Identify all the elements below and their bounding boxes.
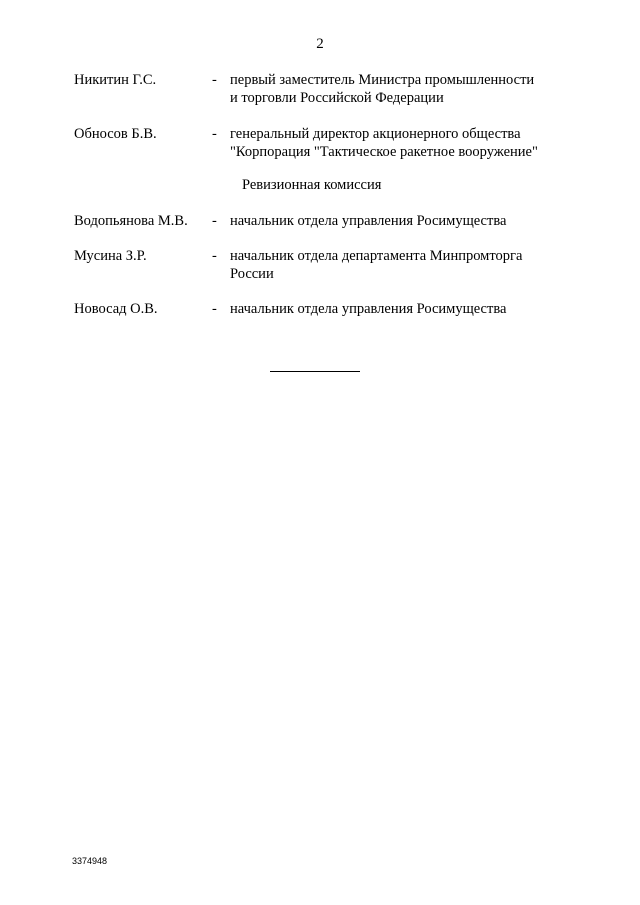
dash-separator: - [212,301,217,317]
dash-separator: - [212,72,217,88]
member-position: начальник отдела управления Росимущества [230,301,507,317]
end-divider [270,371,360,372]
page-number: 2 [316,36,324,52]
member-name: Новосад О.В. [74,301,158,317]
member-position: начальник отдела управления Росимущества [230,213,507,229]
dash-separator: - [212,126,217,142]
member-name: Обносов Б.В. [74,126,157,142]
dash-separator: - [212,213,217,229]
section-title: Ревизионная комиссия [242,177,382,193]
member-position: первый заместитель Министра промышленности и торговли Российской Федерации [230,72,535,106]
document-code: 3374948 [72,856,108,866]
member-name: Мусина З.Р. [74,248,147,264]
member-name: Никитин Г.С. [74,72,157,88]
member-position: начальник отдела департамента Минпромторга России [230,248,523,282]
member-name: Водопьянова М.В. [74,213,188,229]
member-position: генеральный директор акционерного общества "Корпорация "Тактическое ракетное вооружение" [230,126,538,160]
dash-separator: - [212,248,217,264]
